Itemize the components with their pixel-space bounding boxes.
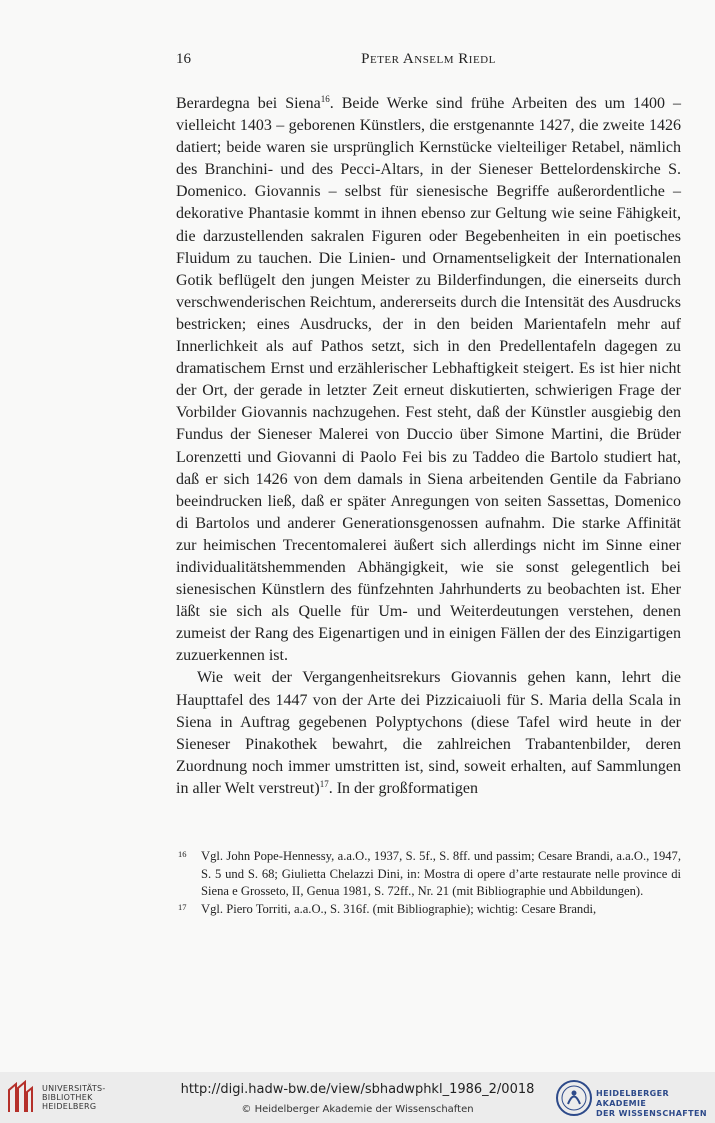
footnote-text: Vgl. Piero Torriti, a.a.O., S. 316f. (mit Bibliographie); wichtig: Cesare Brandi, xyxy=(201,901,597,916)
running-header xyxy=(176,51,681,71)
text-run: Berardegna bei Siena xyxy=(176,95,321,112)
academy-logo-line1: HEIDELBERGER AKADEMIE xyxy=(596,1089,670,1108)
library-logo-line3: HEIDELBERG xyxy=(42,1102,97,1111)
paragraph-2 xyxy=(176,667,681,800)
text-run: . Beide Werke sind frühe Arbeiten des um 1400 – vielleicht 1403 – geborenen Künstlers, die erstgenannte 1427, die zweite 1426 datiert; beide waren sie ursprünglich Kernstücke vielteiliger Retabel, nämlich des Branchini- und des Pecci-Altars, in der Sieneser Bettelordenskirche S. Domenico. Giovannis – selbst für sienesische Begriffe außerordentliche – dekorative Phantasie kommt in ihnen ebenso zur Geltung wie seine Fähigkeit, die darzustellenden sakralen Figuren oder Begebenheiten in ein poetisches Fluidum zu tauchen. Die Linien- und Ornamentseligkeit der Internationalen Gotik beflügelt den jungen Meister zu Bilderfindungen, die einerseits durch verschwenderischen Reichtum, andererseits durch die Intensität des Ausdrucks bestricken; eines Ausdrucks, der in den beiden Marientafeln mehr auf Innerlichkeit als auf Pathos setzt, sich in den Predellentafeln dagegen zu dramatischem Ernst und erzählerischer Lebhaftigkeit steigert. Es ist hier nicht der Ort, der gerade in letzter Zeit erneut diskutierten, schwierigen Frage der Vorbilder Giovannis nachzugehen. Fest steht, daß der Künstler ausgiebig den Fundus der Sieneser Malerei von Duccio über Simone Martini, die Brüder Lorenzetti und Giovanni di Paolo Fei bis zu Taddeo die Bartolo studiert hat, daß er sich 1426 von dem damals in Siena arbeitenden Gentile da Fabriano beeindrucken ließ, daß er später Anregungen von seiten Sassettas, Domenico di Bartolos und anderer Generationsgenossen aufnahm. Die starke Affinität zur heimischen Trecentomalerei äußert sich allerdings nicht im Sinne einer individualitätshemmenden Abhängigkeit, wie sie sonst gelegentlich bei sienesischen Künstlern des fünfzehnten Jahrhunderts zu beobachten ist. Eher läßt sie sich als Quelle für Um- und Weiterdeutungen verstehen, denen zumeist der Rang des Eigenartigen und in einigen Fällen der des Einzigartigen zuzuerkennen ist. xyxy=(176,95,681,665)
library-logo-line1: UNIVERSITÄTS- xyxy=(42,1084,106,1093)
footnote-mark: 16 xyxy=(178,849,187,859)
footnote-16 xyxy=(176,848,681,901)
viewer-footer xyxy=(0,1072,715,1123)
text-run: Wie weit der Vergangenheitsrekurs Giovannis gehen kann, lehrt die Haupttafel des 1447 von der Arte dei Pizzicaiuoli für S. Maria della Scala in Siena in Auftrag gegebenen Polyptychons (diese Tafel wird heute in der Sieneser Pinakothek bewahrt, die zahlreichen Trabantenbilder, deren Zuordnung noch immer umstritten ist, sind, soweit erhalten, auf Sammlungen in aller Welt verstreut) xyxy=(176,669,681,797)
footnote-mark: 17 xyxy=(178,901,187,912)
page-number: 16 xyxy=(176,51,191,67)
academy-logo[interactable] xyxy=(554,1077,714,1119)
permalink-url[interactable]: http://digi.hadw-bw.de/view/sbhadwphkl_1986_2/0018 xyxy=(180,1082,535,1097)
footnote-ref: 17 xyxy=(319,778,329,789)
footnotes xyxy=(176,848,681,918)
footnote-text: Vgl. John Pope-Hennessy, a.a.O., 1937, S. 5f., S. 8ff. und passim; Cesare Brandi, a.a.O., 1947, S. 5 und S. 68; Giulietta Chelazzi Dini, in: Mostra di opere d’arte restaurate nelle province di Siena e Grosseto, II, Genua 1981, S. 72ff., Nr. 21 (mit Bibliographie und Abbildungen). xyxy=(201,849,681,899)
text-run: . In der großformatigen xyxy=(328,779,478,797)
body-text xyxy=(176,93,681,800)
library-emblem-icon xyxy=(6,1080,34,1114)
copyright-notice: © Heidelberger Akademie der Wissenschaften xyxy=(241,1104,474,1115)
university-library-logo[interactable] xyxy=(6,1080,156,1118)
library-logo-line2: BIBLIOTHEK xyxy=(42,1093,93,1102)
academy-seal-icon xyxy=(554,1077,594,1119)
paragraph-1 xyxy=(176,93,681,667)
footnote-17 xyxy=(176,901,681,919)
running-author: Peter Anselm Riedl xyxy=(361,51,496,67)
footnote-ref: 16 xyxy=(320,94,330,104)
academy-logo-line2: DER WISSENSCHAFTEN xyxy=(596,1109,707,1118)
